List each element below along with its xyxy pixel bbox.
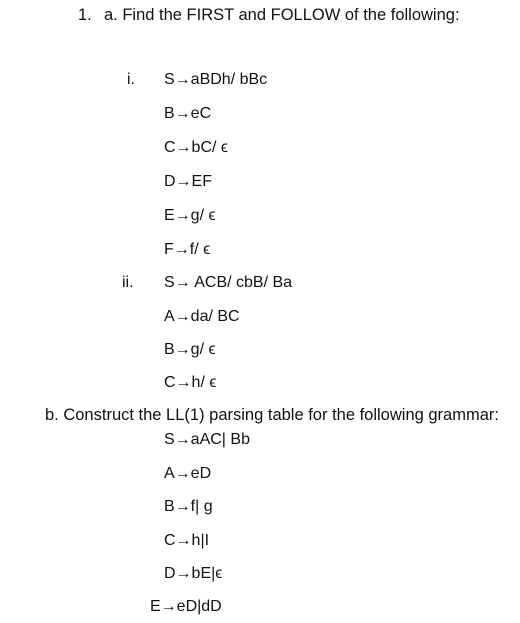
production-line: D→bE|ϵ — [164, 565, 223, 582]
production-line: E→eD|dD — [150, 598, 222, 615]
production-line: S→aBDh/ bBc — [164, 71, 268, 88]
production-line: D→EF — [164, 173, 212, 190]
production-line: B→eC — [164, 105, 212, 122]
production-line: S→aAC| Bb — [164, 431, 250, 448]
production-line: C→h/ ϵ — [164, 374, 217, 391]
part-b-heading: b. Construct the LL(1) parsing table for the following grammar: — [45, 406, 499, 424]
production-line: S→ ACB/ cbB/ Ba — [164, 274, 293, 291]
production-line: A→eD — [164, 465, 212, 482]
production-line: E→g/ ϵ — [164, 207, 216, 224]
question-number: 1. — [78, 6, 92, 24]
production-line: C→h|I — [164, 532, 210, 549]
production-line: F→f/ ϵ — [164, 241, 211, 258]
grammar-i-marker: i. — [127, 71, 135, 88]
production-line: C→bC/ ϵ — [164, 139, 228, 156]
grammar-ii-marker: ii. — [122, 274, 134, 291]
production-line: B→f| g — [164, 498, 213, 515]
production-line: B→g/ ϵ — [164, 341, 216, 358]
part-a-heading: a. Find the FIRST and FOLLOW of the following: — [104, 6, 460, 24]
production-line: A→da/ BC — [164, 308, 240, 325]
